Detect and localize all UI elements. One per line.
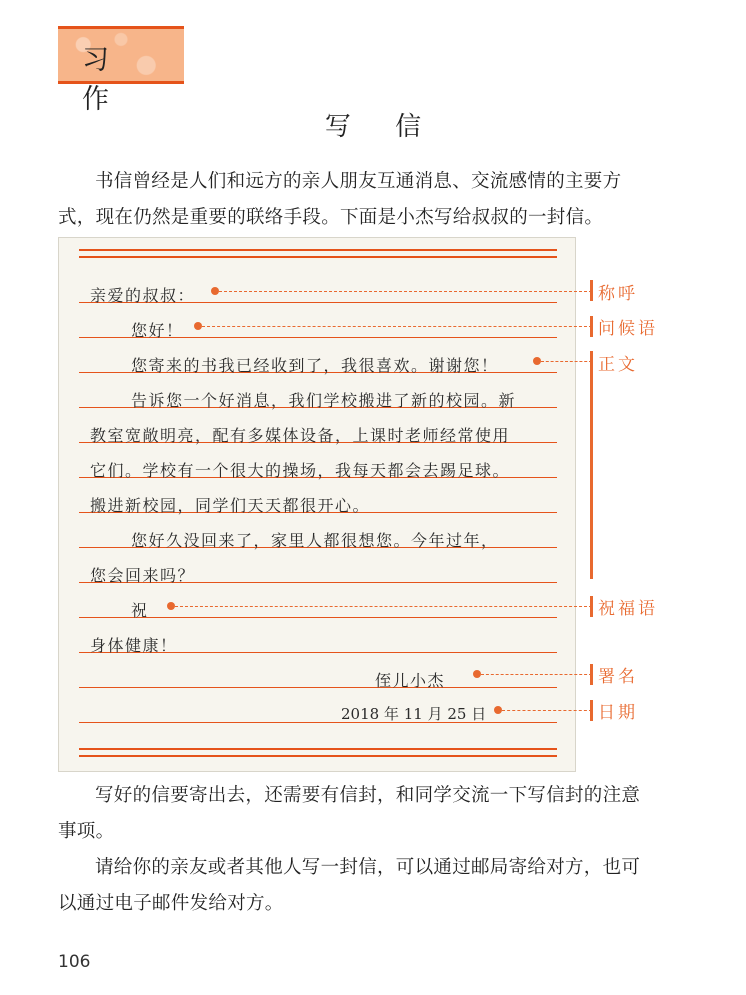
label-body: 正文 (598, 355, 638, 375)
letter-bottom-border (79, 748, 557, 757)
leader-line (219, 291, 592, 292)
letter-closing-1: 祝 (131, 601, 149, 620)
letter-rule (79, 617, 557, 618)
letter-body-line: 您寄来的书我已经收到了，我很喜欢。谢谢您！ (131, 356, 499, 375)
letter-greeting: 您好！ (131, 321, 184, 340)
page-title: 写 信 (324, 112, 440, 142)
marker-dot (211, 287, 219, 295)
label-signature: 署名 (598, 667, 638, 687)
letter-rule (79, 687, 557, 688)
marker-dot (194, 322, 202, 330)
marker-dot (167, 602, 175, 610)
label-closing: 祝福语 (598, 599, 658, 619)
letter-body-line: 您好久没回来了，家里人都很想您。今年过年， (131, 531, 499, 550)
letter-body-line: 教室宽敞明亮，配有多媒体设备，上课时老师经常使用 (90, 426, 511, 445)
bracket-bar (590, 664, 593, 685)
bracket-bar (590, 316, 593, 337)
section-tag-label: 习 作 (82, 45, 131, 115)
label-date: 日期 (598, 703, 638, 723)
label-greeting: 问候语 (598, 319, 658, 339)
letter-signature: 侄儿小杰 (375, 671, 446, 690)
marker-dot (473, 670, 481, 678)
bracket-bar (590, 596, 593, 617)
bracket-bar (590, 700, 593, 721)
label-salutation: 称呼 (598, 284, 638, 304)
letter-body-line: 您会回来吗？ (90, 566, 196, 585)
letter-salutation: 亲爱的叔叔： (90, 286, 196, 305)
leader-line (502, 710, 592, 711)
section-tag (58, 26, 184, 115)
bracket-bar (590, 280, 593, 301)
envelope-paragraph: 写好的信要寄出去，还需要有信封，和同学交流一下写信封的注意事项。 (58, 785, 641, 842)
letter-body-line: 告诉您一个好消息，我们学校搬进了新的校园。新 (131, 391, 517, 410)
page-number: 106 (58, 952, 91, 972)
letter-closing-2: 身体健康！ (90, 636, 178, 655)
task-paragraph: 请给你的亲友或者其他人写一封信，可以通过邮局寄给对方，也可以通过电子邮件发给对方。 (58, 857, 641, 914)
letter-body-line: 它们。学校有一个很大的操场，我每天都会去踢足球。 (90, 461, 511, 480)
leader-line (481, 674, 592, 675)
leader-line (175, 606, 592, 607)
letter-sample (58, 237, 576, 772)
marker-dot (533, 357, 541, 365)
letter-date: 2018 年 11 月 25 日 (341, 705, 487, 723)
marker-dot (494, 706, 502, 714)
letter-body-line: 搬进新校园，同学们天天都很开心。 (90, 496, 371, 515)
bracket-bar (590, 351, 593, 579)
letter-top-border (79, 249, 557, 258)
intro-paragraph: 书信曾经是人们和远方的亲人朋友互通消息、交流感情的主要方式，现在仍然是重要的联络手段。下面是小杰写给叔叔的一封信。 (58, 171, 622, 228)
leader-line (202, 326, 592, 327)
leader-line (541, 361, 592, 362)
